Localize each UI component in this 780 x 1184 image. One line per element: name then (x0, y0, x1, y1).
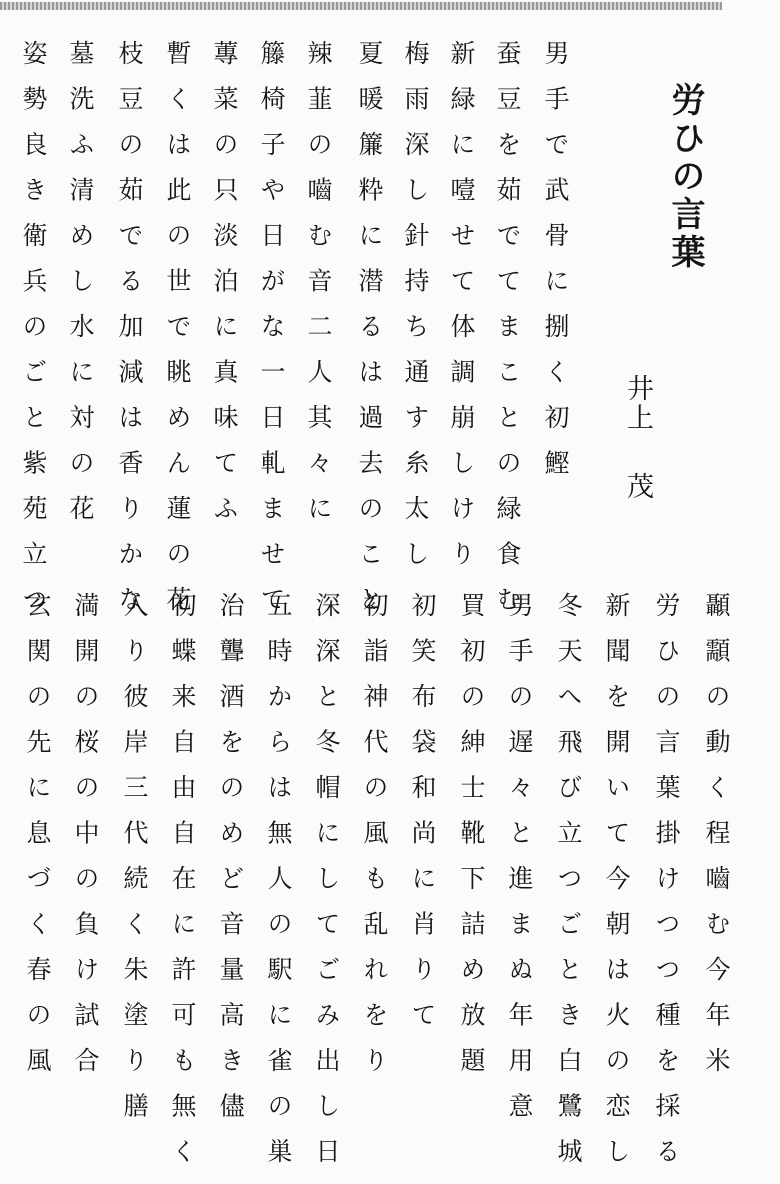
author-surname: 井上 (622, 374, 653, 432)
haiku-top-6: 辣韮の嚙む音二人其々に (304, 40, 333, 541)
haiku-bottom-7: 初笑布袋和尚に肖りて (408, 592, 437, 1047)
haiku-bottom-10: 五時からは無人の駅に雀の巣 (264, 592, 293, 1184)
haiku-top-7: 籐椅子や日がな一日軋ませて (257, 40, 286, 632)
haiku-top-5: 夏暖簾粋に潜るは過去のこと (355, 40, 384, 632)
haiku-top-3: 新緑に噎せて体調崩しけり (447, 40, 476, 586)
haiku-top-4: 梅雨深し針持ち通す糸太し (401, 40, 430, 586)
haiku-top-9: 暫くは此の世で眺めん蓮の花 (163, 40, 192, 632)
haiku-top-8: 蓴菜の只淡泊に真味てふ (210, 40, 239, 541)
haiku-top-2: 蚕豆を茹でてまことの緑食む (493, 40, 522, 632)
haiku-bottom-13: 入り彼岸三代続く朱塗り膳 (120, 592, 149, 1138)
haiku-bottom-2: 労ひの言葉掛けつつ種を採る (652, 592, 681, 1184)
page-title: 労ひの言葉 (665, 82, 705, 272)
haiku-bottom-11: 治聾酒をのめど音量高き儘 (216, 592, 245, 1138)
haiku-top-1: 男手で武骨に捌く初鰹 (541, 40, 570, 495)
haiku-bottom-14: 満開の桜の中の負け試合 (71, 592, 100, 1093)
haiku-bottom-12: 初蝶来自由自在に許可も無く (168, 592, 197, 1184)
haiku-top-12: 姿勢良き衛兵のごと紫苑立つ (19, 40, 48, 632)
haiku-bottom-6: 買初の紳士靴下詰め放題 (457, 592, 486, 1093)
haiku-bottom-3: 新聞を開いて今朝は火の恋し (602, 592, 631, 1184)
top-edge-rule (0, 2, 722, 10)
haiku-bottom-9: 深深と冬帽にしてごみ出し日 (312, 592, 341, 1184)
haiku-top-11: 墓洗ふ清めし水に対の花 (66, 40, 95, 541)
haiku-bottom-1: 顳顬の動く程嚙む今年米 (702, 592, 731, 1093)
haiku-bottom-8: 初詣神代の風も乱れをり (360, 592, 389, 1093)
author-given-name: 茂 (622, 472, 653, 499)
haiku-top-10: 枝豆の茹でる加減は香りかな (115, 40, 144, 632)
haiku-bottom-5: 男手の遅々と進まぬ年用意 (505, 592, 534, 1138)
haiku-bottom-4: 冬天へ飛び立つごとき白鷺城 (554, 592, 583, 1184)
haiku-bottom-15: 玄関の先に息づく春の風 (23, 592, 52, 1093)
